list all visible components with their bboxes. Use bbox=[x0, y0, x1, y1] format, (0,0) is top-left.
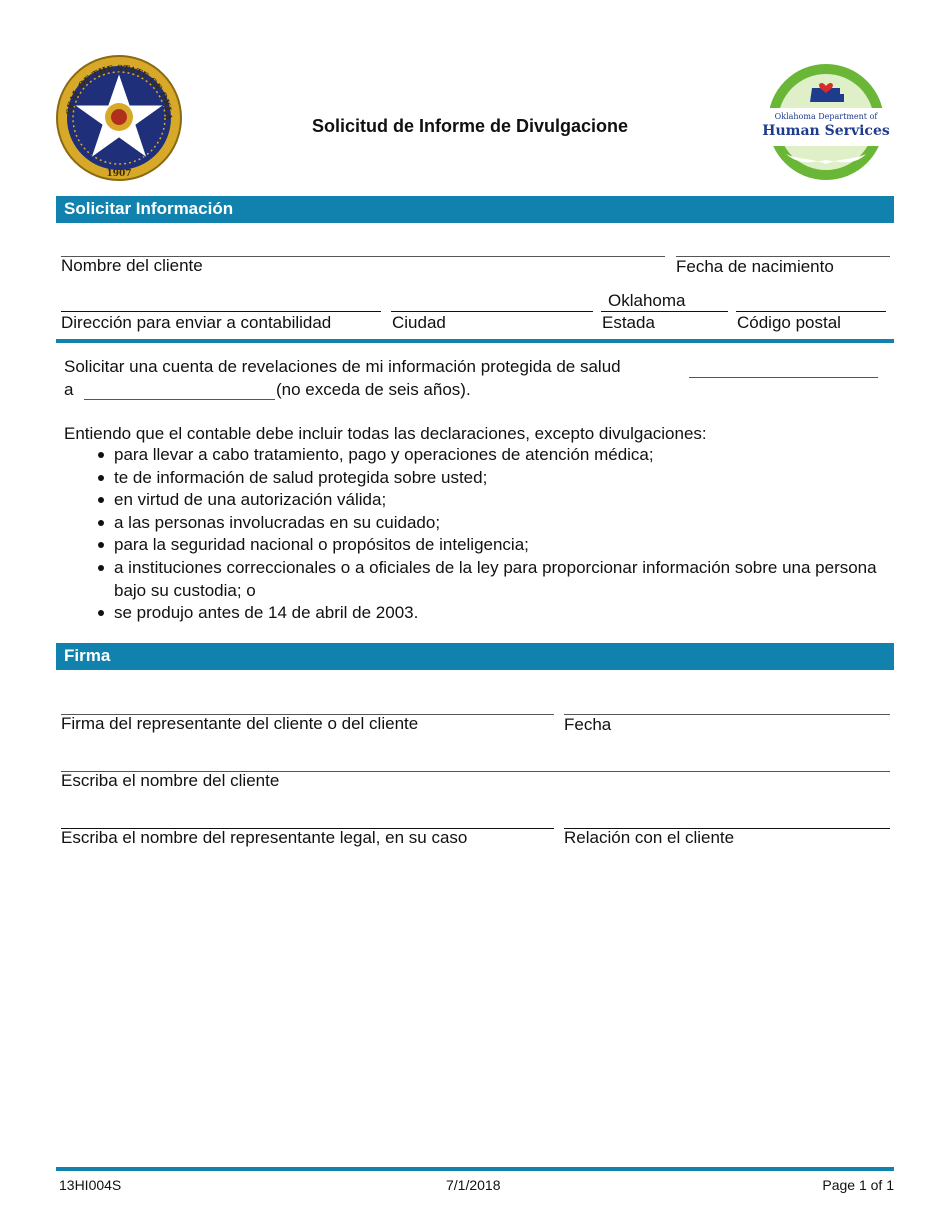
list-item: en virtud de una autorización válida; bbox=[64, 489, 894, 512]
period-start-line[interactable] bbox=[689, 377, 878, 378]
list-item: a instituciones correccionales o a oficiales de la ley para proporcionar información sobre una persona bajo su custodia; o bbox=[64, 557, 894, 602]
section-header-request: Solicitar Información bbox=[56, 196, 894, 223]
section-divider bbox=[56, 339, 894, 343]
city-line[interactable] bbox=[391, 311, 593, 312]
dhs-logo-line2: Human Services bbox=[762, 123, 890, 139]
form-number: 13HI004S bbox=[59, 1177, 122, 1193]
state-line[interactable] bbox=[601, 311, 728, 312]
city-label: Ciudad bbox=[392, 313, 446, 332]
zip-label: Código postal bbox=[737, 313, 841, 332]
list-item: para la seguridad nacional o propósitos de inteligencia; bbox=[64, 534, 894, 557]
state-value: Oklahoma bbox=[608, 291, 686, 310]
period-end-line[interactable] bbox=[84, 399, 275, 400]
footer-divider bbox=[56, 1167, 894, 1171]
section-header-signature: Firma bbox=[56, 643, 894, 670]
request-line-2-suffix: (no exceda de seis años). bbox=[276, 380, 471, 399]
address-line[interactable] bbox=[61, 311, 381, 312]
exceptions-list bbox=[64, 444, 894, 625]
dhs-logo-line1: Oklahoma Department of bbox=[774, 112, 878, 121]
client-print-name-label: Escriba el nombre del cliente bbox=[61, 771, 280, 790]
page-number: Page 1 of 1 bbox=[822, 1177, 894, 1193]
signature-date-label: Fecha bbox=[564, 715, 612, 734]
list-item: te de información de salud protegida sobre usted; bbox=[64, 467, 894, 490]
signature-label: Firma del representante del cliente o del cliente bbox=[61, 714, 419, 733]
client-name-label: Nombre del cliente bbox=[61, 256, 203, 275]
request-line-2-prefix: a bbox=[64, 380, 74, 399]
list-item: para llevar a cabo tratamiento, pago y operaciones de atención médica; bbox=[64, 444, 894, 467]
relationship-label: Relación con el cliente bbox=[564, 828, 735, 847]
footer-date: 7/1/2018 bbox=[446, 1177, 501, 1193]
rep-name-label: Escriba el nombre del representante legal, en su caso bbox=[61, 828, 468, 847]
dhs-logo bbox=[760, 62, 892, 182]
address-label: Dirección para enviar a contabilidad bbox=[61, 313, 332, 332]
birth-date-label: Fecha de nacimiento bbox=[676, 257, 834, 276]
signature-date-line[interactable] bbox=[564, 714, 890, 715]
state-seal bbox=[56, 55, 182, 181]
state-label: Estada bbox=[602, 313, 655, 332]
exceptions-statement: Entiendo que el contable debe incluir todas las declaraciones, excepto divulgaciones: bbox=[64, 424, 707, 443]
page-title: Solicitud de Informe de Divulgacione bbox=[312, 116, 629, 136]
svg-text:GREAT SEAL OF THE STATE OF OKL: SEAL OF THE STATE OF OKLA bbox=[65, 63, 174, 120]
request-line-1: Solicitar una cuenta de revelaciones de mi información protegida de salud bbox=[64, 357, 621, 376]
list-item: se produjo antes de 14 de abril de 2003. bbox=[64, 602, 894, 625]
list-item: a las personas involucradas en su cuidado; bbox=[64, 512, 894, 535]
zip-line[interactable] bbox=[736, 311, 886, 312]
seal-year: 1907 bbox=[106, 169, 132, 179]
